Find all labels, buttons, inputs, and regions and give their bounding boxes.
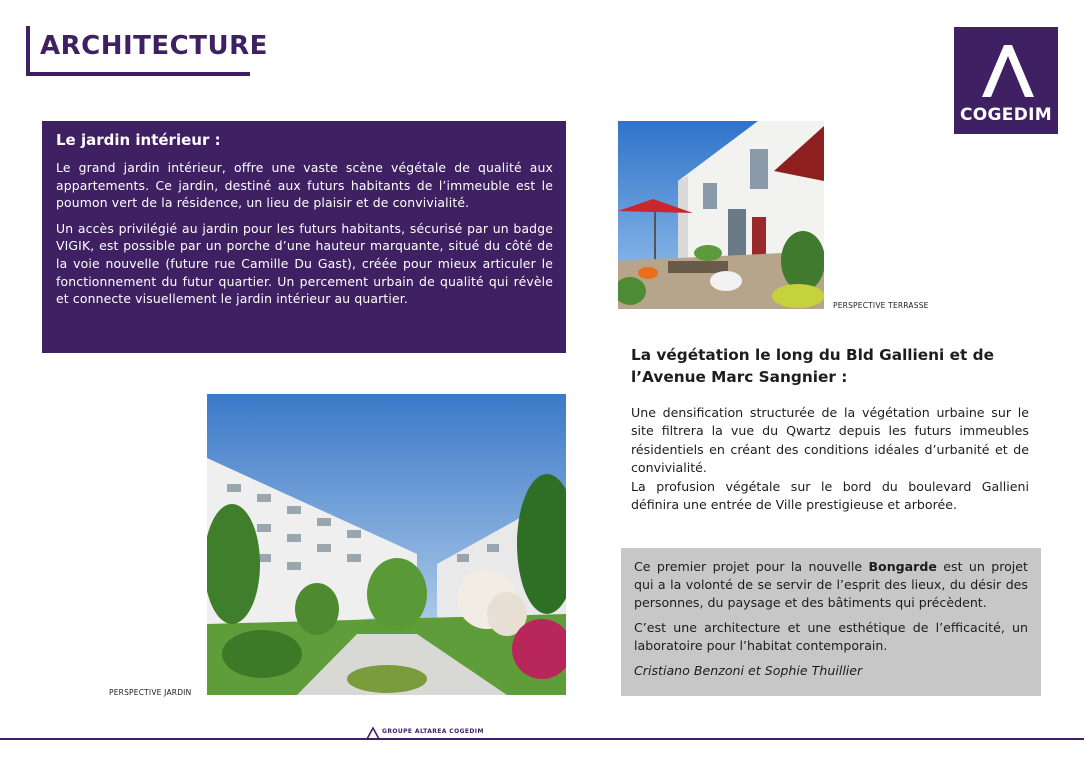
- altarea-mark-icon: [366, 726, 380, 740]
- quote-paragraph-1: [634, 558, 1028, 612]
- perspective-terrasse-image: [618, 121, 824, 309]
- vegetation-paragraph-1: Une densification structurée de la végétation urbaine sur le site filtrera la vue du Qwartz depuis les futurs immeubles résidentiels en créant des conditions idéales d’urbanité et de convivialité.: [631, 405, 1029, 476]
- jardin-interieur-box: [42, 121, 566, 353]
- vegetation-text: [631, 404, 1029, 514]
- caption-jardin: PERSPECTIVE JARDIN: [109, 688, 192, 697]
- quote-author: Cristiano Benzoni et Sophie Thuillier: [634, 663, 863, 678]
- jardin-paragraph-1: Le grand jardin intérieur, offre une vaste scène végétale de qualité aux appartements. Ce jardin, destiné aux futurs habitants de l’immeuble est le poumon vert de la résidence, un lieu de plaisir et de convivialité.: [56, 160, 553, 211]
- vegetation-heading: La végétation le long du Bld Gallieni et de l’Avenue Marc Sangnier :: [631, 346, 994, 386]
- quote-p1-start: Ce premier projet pour la nouvelle: [634, 559, 869, 574]
- caption-terrasse: PERSPECTIVE TERRASSE: [833, 301, 929, 310]
- page-title: ARCHITECTURE: [40, 31, 268, 61]
- vegetation-paragraph-2: La profusion végétale sur le bord du boulevard Gallieni définira une entrée de Ville prestigieuse et arborée.: [631, 478, 1029, 513]
- footer-text: GROUPE ALTAREA COGEDIM: [382, 728, 484, 735]
- quote-bongarde: Bongarde: [868, 559, 937, 574]
- quote-paragraph-2: C’est une architecture et une esthétique de l’efficacité, un laboratoire pour l’habitat contemporain.: [634, 620, 1028, 653]
- jardin-heading: Le jardin intérieur :: [56, 131, 221, 149]
- quote-p1-end: est un projet qui a la volonté de se servir de l’esprit des lieux, du désir des personnes, du paysage et des bâtiments qui précèdent.: [634, 559, 1028, 610]
- footer-divider: [0, 738, 1084, 740]
- logo-text: COGEDIM: [960, 105, 1052, 125]
- cogedim-logo: [954, 27, 1058, 134]
- page-title-block: [26, 26, 268, 76]
- perspective-jardin-image: [207, 394, 566, 695]
- quote-box: [621, 548, 1041, 696]
- jardin-paragraph-2: Un accès privilégié au jardin pour les futurs habitants, sécurisé par un badge VIGIK, est possible par un porche d’une hauteur marquante, situé du côté de la voie nouvelle (future rue Camille Du Gast), créée pour mieux articuler le fonctionnement du futur quartier. Un percement urbain de qualité qui révèle et connecte visuellement le jardin intérieur au quartier.: [56, 220, 553, 307]
